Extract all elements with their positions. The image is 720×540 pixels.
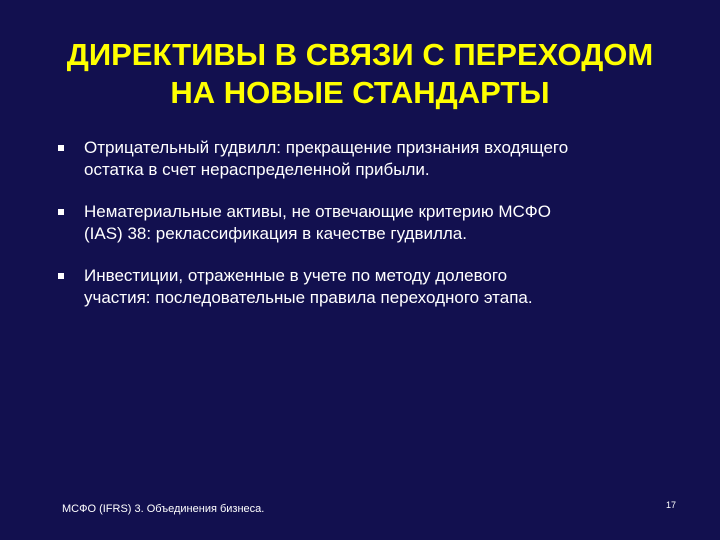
bullet-item-negative-goodwill <box>58 137 678 181</box>
bullet-line: остатка в счет нераспределенной прибыли. <box>84 160 430 179</box>
bullet-text <box>84 137 678 181</box>
bullet-line: Отрицательный гудвилл: прекращение признания входящего <box>84 138 569 157</box>
bullet-line: (IAS) 38: реклассификация в качестве гудвилла. <box>84 224 467 243</box>
bullet-line: участия: последовательные правила переходного этапа. <box>84 288 533 307</box>
bullet-text <box>84 201 678 245</box>
bullet-item-intangible-assets <box>58 201 678 245</box>
page-number: 17 <box>666 500 677 510</box>
bullet-line: Нематериальные активы, не отвечающие критерию МСФО <box>84 202 551 221</box>
bullet-text <box>84 265 678 309</box>
title-line-2: НА НОВЫЕ СТАНДАРТЫ <box>170 75 550 110</box>
square-bullet-icon <box>58 209 64 215</box>
bullet-item-equity-method <box>58 265 678 309</box>
slide-footer: МСФО (IFRS) 3. Объединения бизнеса. <box>62 503 265 515</box>
bullet-line: Инвестиции, отраженные в учете по методу долевого <box>84 266 508 285</box>
bullet-list <box>58 137 678 329</box>
square-bullet-icon <box>58 273 64 279</box>
square-bullet-icon <box>58 145 64 151</box>
slide-title <box>20 36 700 112</box>
title-line-1: ДИРЕКТИВЫ В СВЯЗИ С ПЕРЕХОДОМ <box>66 37 654 72</box>
